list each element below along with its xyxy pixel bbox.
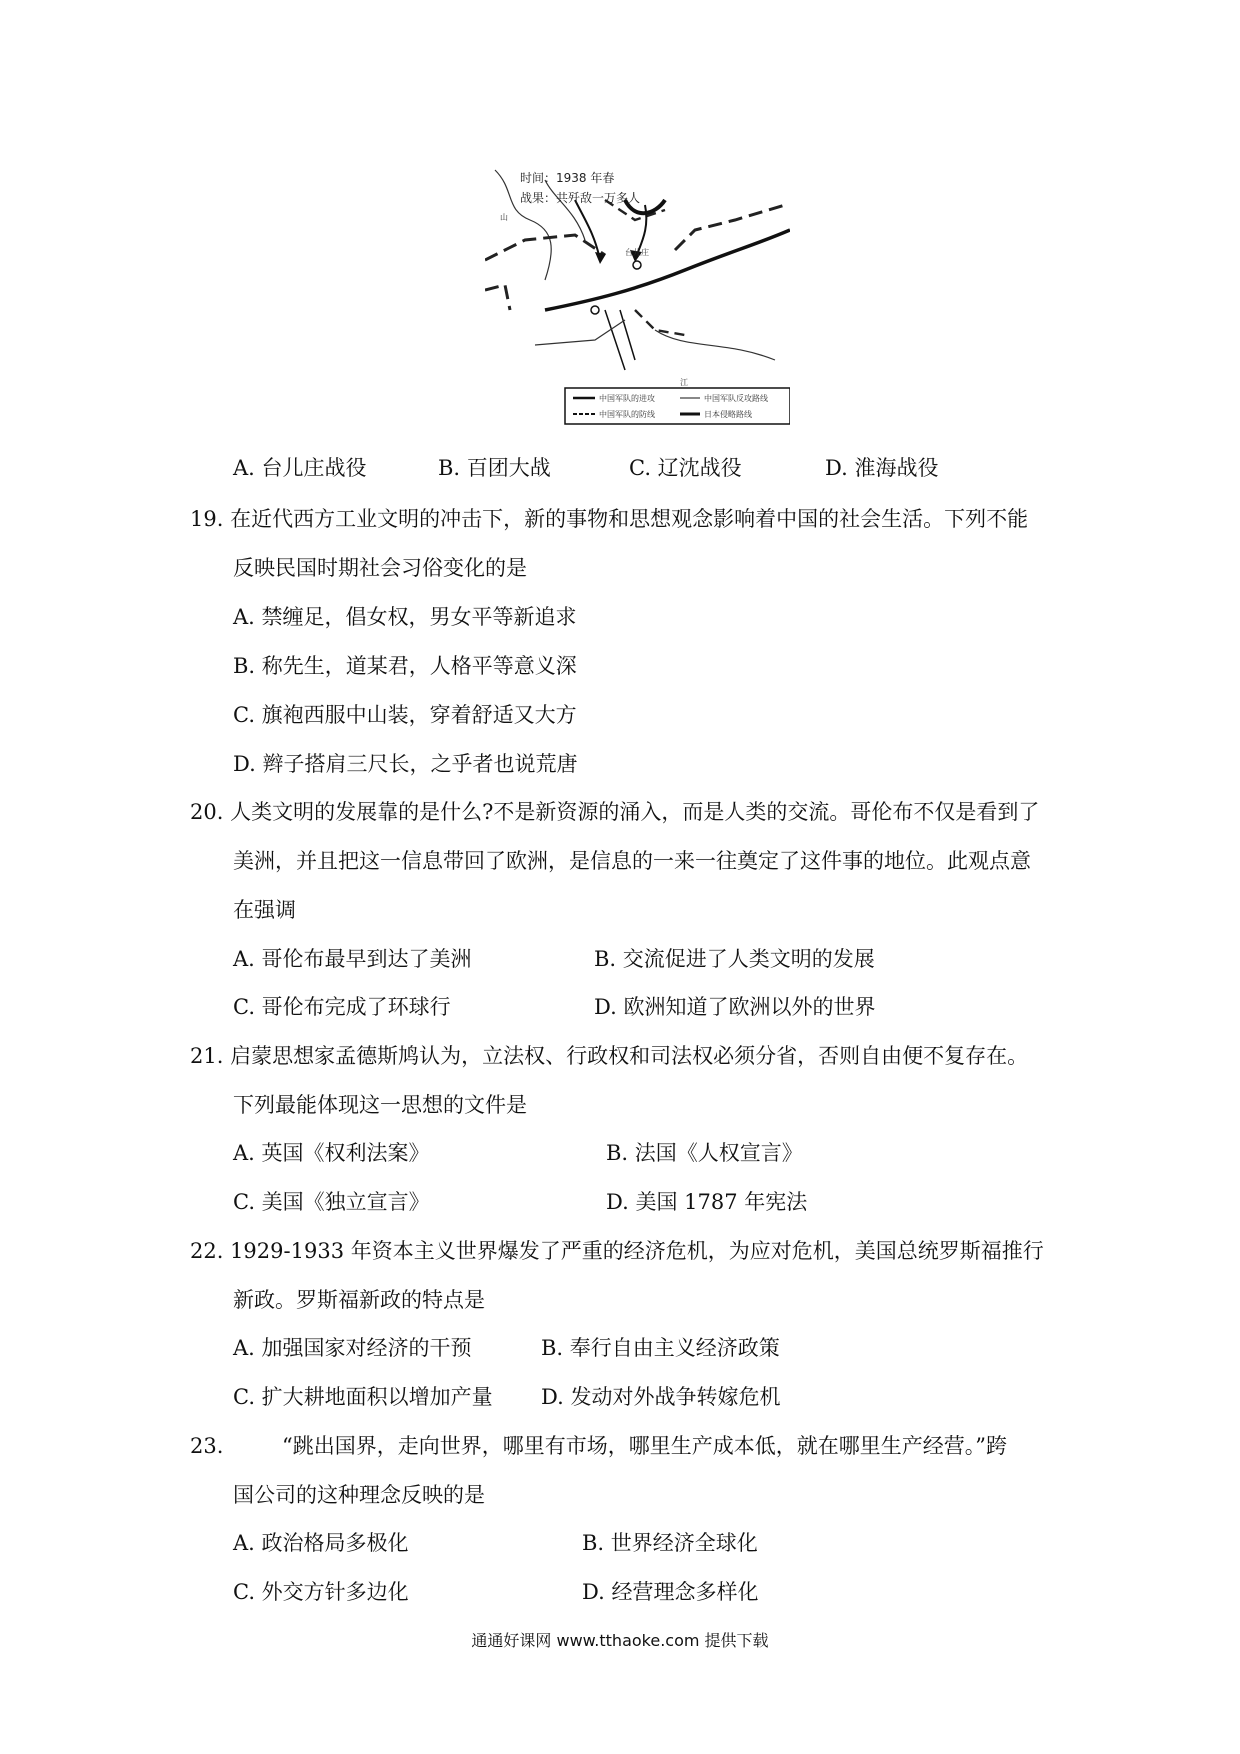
q23-number: 23. xyxy=(190,1434,224,1458)
legend-item-1: 中国军队的防线 xyxy=(599,410,655,419)
page-footer: 通通好课网 www.tthaoke.com 提供下载 xyxy=(471,1631,769,1650)
q18-option-b: B. 百团大战 xyxy=(438,456,551,480)
q19-stem-line2: 反映民国时期社会习俗变化的是 xyxy=(233,556,527,580)
q20-option-b: B. 交流促进了人类文明的发展 xyxy=(594,947,875,971)
q20-stem-line3: 在强调 xyxy=(233,898,296,922)
q20-option-a: A. 哥伦布最早到达了美洲 xyxy=(233,947,472,971)
map-result-label: 战果：共歼敌一万多人 xyxy=(520,191,641,205)
map-mountain-label: 山 xyxy=(500,213,508,222)
map-time-label: 时间：1938 年春 xyxy=(520,171,615,185)
q21-stem-line1: 21. 启蒙思想家孟德斯鸠认为，立法权、行政权和司法权必须分省，否则自由便不复存在。 xyxy=(190,1044,1029,1068)
q21-stem-line2: 下列最能体现这一思想的文件是 xyxy=(233,1093,527,1117)
q20-option-d: D. 欧洲知道了欧洲以外的世界 xyxy=(594,995,876,1019)
q22-option-a: A. 加强国家对经济的干预 xyxy=(233,1336,472,1360)
battle-map xyxy=(485,160,790,425)
q23-option-c: C. 外交方针多边化 xyxy=(233,1580,409,1604)
q21-option-a: A. 英国《权利法案》 xyxy=(233,1141,430,1165)
q18-option-c: C. 辽沈战役 xyxy=(629,456,742,480)
q19-option-c: C. 旗袍西服中山装，穿着舒适又大方 xyxy=(233,703,577,727)
q20-stem-line1: 20. 人类文明的发展靠的是什么?不是新资源的涌入，而是人类的交流。哥伦布不仅是看到了 xyxy=(190,800,1040,824)
q21-option-b: B. 法国《人权宣言》 xyxy=(606,1141,803,1165)
legend-item-2: 中国军队反攻路线 xyxy=(704,394,768,403)
q21-option-c: C. 美国《独立宣言》 xyxy=(233,1190,430,1214)
map-city-label: 台儿庄 xyxy=(625,248,649,257)
q23-stem-line1: “跳出国界，走向世界，哪里有市场，哪里生产成本低，就在哪里生产经营。”跨 xyxy=(282,1434,1007,1458)
legend-item-3: 日本侵略路线 xyxy=(704,410,752,419)
q20-stem-line2: 美洲，并且把这一信息带回了欧洲，是信息的一来一往奠定了这件事的地位。此观点意 xyxy=(233,849,1031,873)
q19-stem-line1: 19. 在近代西方工业文明的冲击下，新的事物和思想观念影响着中国的社会生活。下列不能 xyxy=(190,507,1029,531)
legend-item-0: 中国军队的进攻 xyxy=(599,394,655,403)
q18-option-d: D. 淮海战役 xyxy=(825,456,939,480)
battle-map-figure xyxy=(485,160,790,425)
q21-option-d: D. 美国 1787 年宪法 xyxy=(606,1190,808,1214)
q23-option-d: D. 经营理念多样化 xyxy=(582,1580,759,1604)
q19-option-b: B. 称先生，道某君，人格平等意义深 xyxy=(233,654,577,678)
q19-option-a: A. 禁缠足，倡女权，男女平等新追求 xyxy=(233,605,577,629)
q19-option-d: D. 辫子搭肩三尺长，之乎者也说荒唐 xyxy=(233,752,578,776)
q20-option-c: C. 哥伦布完成了环球行 xyxy=(233,995,451,1019)
q18-option-a: A. 台儿庄战役 xyxy=(233,456,367,480)
q22-stem-line1: 22. 1929-1933 年资本主义世界爆发了严重的经济危机，为应对危机，美国总统罗斯福推行 xyxy=(190,1239,1044,1263)
map-river-label: 江 xyxy=(680,378,688,387)
q22-option-b: B. 奉行自由主义经济政策 xyxy=(541,1336,780,1360)
q22-option-d: D. 发动对外战争转嫁危机 xyxy=(541,1385,781,1409)
q23-option-a: A. 政治格局多极化 xyxy=(233,1531,409,1555)
q23-option-b: B. 世界经济全球化 xyxy=(582,1531,758,1555)
q22-option-c: C. 扩大耕地面积以增加产量 xyxy=(233,1385,493,1409)
q23-stem-line2: 国公司的这种理念反映的是 xyxy=(233,1483,485,1507)
q22-stem-line2: 新政。罗斯福新政的特点是 xyxy=(233,1288,485,1312)
